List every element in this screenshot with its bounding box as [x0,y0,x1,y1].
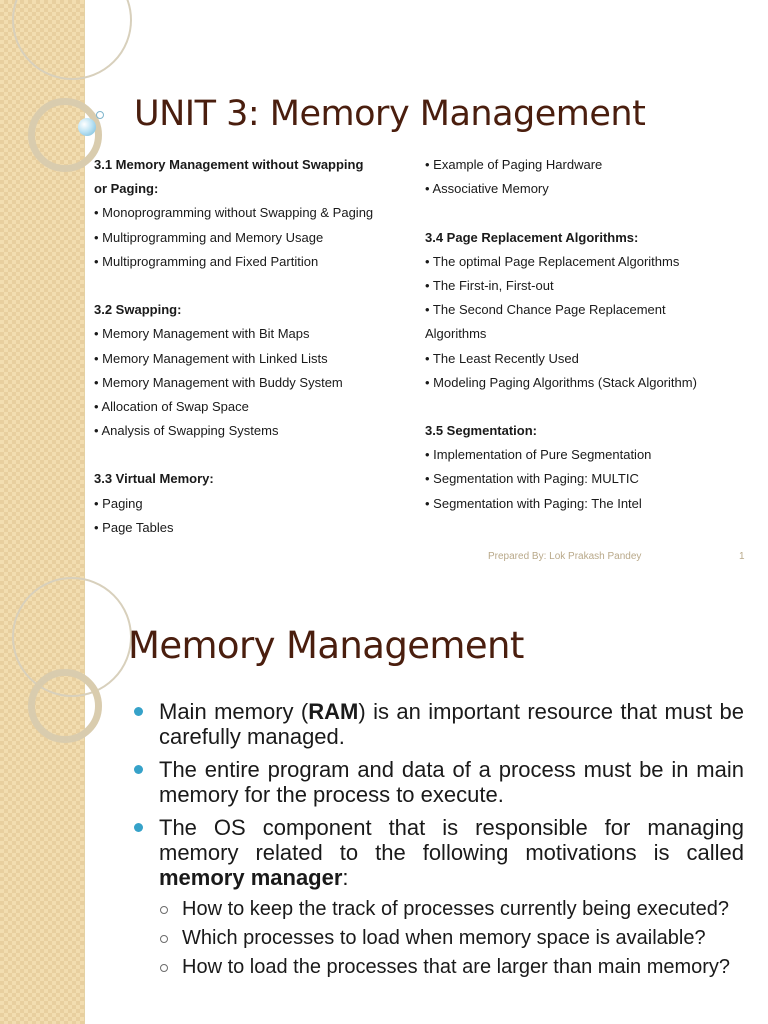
section-heading: 3.2 Swapping: [94,302,182,318]
bullet-text: Main memory ( [159,699,309,724]
spacer-line [425,201,745,225]
topics-left-column [94,153,414,540]
bullet-text: : [342,865,349,890]
sub-bullet-item [159,898,744,920]
section-heading: or Paging: [94,181,159,197]
topic-item: • The Least Recently Used [425,350,579,366]
spacer-line [425,395,745,419]
bullet-bold-text: RAM [308,699,359,724]
topic-item: Algorithms [425,326,487,342]
topic-item: • Paging [94,495,143,511]
decorative-ring [12,0,132,80]
hollow-bullet-icon [160,906,168,914]
topic-item: • Implementation of Pure Segmentation [425,447,652,463]
bullet-text: ) is an important resource that must be carefully managed. [159,699,744,749]
topics-right-column [425,153,745,516]
topic-item: • Segmentation with Paging: MULTIC [425,471,639,487]
topic-item: • Analysis of Swapping Systems [94,423,279,439]
bullet-bold-text: memory manager [159,865,343,890]
sub-bullet-text: How to load the processes that are larger than main memory? [182,956,731,978]
topic-item: • Multiprogramming and Memory Usage [94,229,324,245]
bullet-text: The entire program and data of a process must be in main memory for the process to execute. [159,757,744,807]
section-heading: 3.3 Virtual Memory: [94,471,214,487]
topic-item: • Associative Memory [425,181,549,197]
bullet-list [132,699,744,986]
slide-title: Memory Management [128,624,524,667]
topic-item: • The First-in, First-out [425,277,554,293]
topic-item: • Page Tables [94,519,174,535]
topic-item: • Allocation of Swap Space [94,398,249,414]
bullet-dot-icon [134,823,143,832]
topic-item: • Modeling Paging Algorithms (Stack Algorithm) [425,374,697,390]
sub-bullet-item [159,956,744,978]
decorative-bubble [96,111,104,119]
topic-item: • Memory Management with Bit Maps [94,326,310,342]
topic-item: • Monoprogramming without Swapping & Paging [94,205,374,221]
hollow-bullet-icon [160,964,168,972]
topic-item: • Multiprogramming and Fixed Partition [94,253,319,269]
topic-item: • Memory Management with Linked Lists [94,350,328,366]
topic-item: • The optimal Page Replacement Algorithms [425,253,680,269]
sub-bullet-item [159,927,744,949]
topic-item: • Example of Paging Hardware [425,157,603,172]
decorative-side-band [0,0,85,577]
decorative-side-band [0,577,85,1024]
bullet-text: The OS component that is responsible for managing memory related to the following motivations is called [159,815,744,865]
topic-item: • Memory Management with Buddy System [94,374,343,390]
sub-bullet-list [159,898,744,978]
section-heading: 3.1 Memory Management without Swapping [94,157,364,172]
decorative-ring [28,669,102,743]
decorative-bubble [78,118,96,136]
section-heading: 3.4 Page Replacement Algorithms: [425,229,639,245]
bullet-item [132,815,744,978]
spacer-line [94,443,414,467]
hollow-bullet-icon [160,935,168,943]
bullet-item [132,699,744,749]
slide-title: UNIT 3: Memory Management [134,94,646,134]
sub-bullet-text: How to keep the track of processes currently being executed? [182,898,729,920]
slide-2 [0,577,768,1024]
page-number: 1 [739,551,745,562]
bullet-dot-icon [134,765,143,774]
bullet-dot-icon [134,707,143,716]
footer-author: Prepared By: Lok Prakash Pandey [488,551,642,562]
topic-item: • Segmentation with Paging: The Intel [425,495,642,511]
spacer-line [94,274,414,298]
topic-item: • The Second Chance Page Replacement [425,302,666,318]
sub-bullet-text: Which processes to load when memory space is available? [182,927,706,949]
bullet-item [132,757,744,807]
section-heading: 3.5 Segmentation: [425,423,537,439]
